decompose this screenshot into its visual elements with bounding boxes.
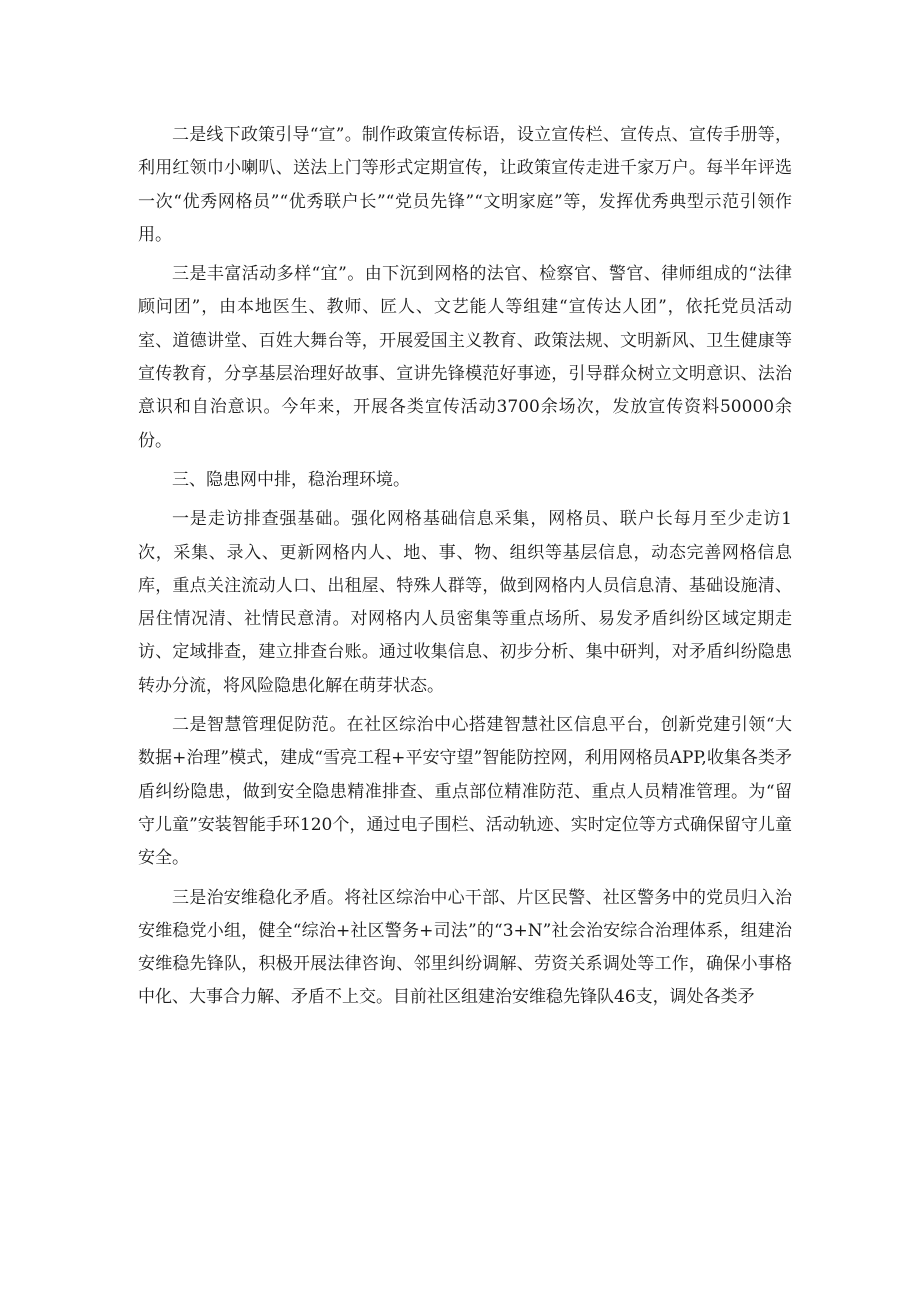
paragraph-visit-screening: 一是走访排查强基础。强化网格基础信息采集，网格员、联户长每月至少走访1次，采集、录入、更新网格内人、地、事、物、组织等基层信息，动态完善网格信息库，重点关注流动人口、出租屋、特殊人群等，做到网格内人员信息清、基础设施清、居住情况清、社情民意清。对网格内人员密集等重点场所、易发矛盾纠纷区域定期走访、定域排查，建立排查台账。通过收集信息、初步分析、集中研判，对矛盾纠纷隐患转办分流，将风险隐患化解在萌芽状态。 bbox=[138, 509, 792, 696]
document-body bbox=[138, 119, 792, 1015]
section-heading-hazard-screening: 三、隐患网中排，稳治理环境。 bbox=[172, 469, 410, 490]
paragraph-offline-policy: 二是线下政策引导“宣”。制作政策宣传标语，设立宣传栏、宣传点、宣传手册等，利用红领巾小喇叭、送法上门等形式定期宣传，让政策宣传走进千家万户。每半年评选一次“优秀网格员”“优秀联户长”“党员先锋”“文明家庭”等，发挥优秀典型示范引领作用。 bbox=[138, 125, 792, 245]
paragraph-smart-management: 二是智慧管理促防范。在社区综治中心搭建智慧社区信息平台，创新党建引领“大数据+治理”模式，建成“雪亮工程+平安守望”智能防控网，利用网格员APP,收集各类矛盾纠纷隐患，做到安全隐患精准排查、重点部位精准防范、重点人员精准管理。为“留守儿童”安装智能手环120个，通过电子围栏、活动轨迹、实时定位等方式确保留守儿童安全。 bbox=[138, 715, 792, 869]
paragraph-activities: 三是丰富活动多样“宜”。由下沉到网格的法官、检察官、警官、律师组成的“法律顾问团”，由本地医生、教师、匠人、文艺能人等组建“宣传达人团”，依托党员活动室、道德讲堂、百姓大舞台等，开展爱国主义教育、政策法规、文明新风、卫生健康等宣传教育，分享基层治理好故事、宣讲先锋模范好事迹，引导群众树立文明意识、法治意识和自治意识。今年来，开展各类宣传活动3700余场次，发放宣传资料50000余份。 bbox=[138, 264, 792, 451]
paragraph-public-security: 三是治安维稳化矛盾。将社区综治中心干部、片区民警、社区警务中的党员归入治安维稳党小组，健全“综治+社区警务+司法”的“3+N”社会治安综合治理体系，组建治安维稳先锋队，积极开展法律咨询、邻里纠纷调解、劳资关系调处等工作，确保小事格中化、大事合力解、矛盾不上交。目前社区组建治安维稳先锋队46支，调处各类矛 bbox=[138, 887, 792, 1008]
